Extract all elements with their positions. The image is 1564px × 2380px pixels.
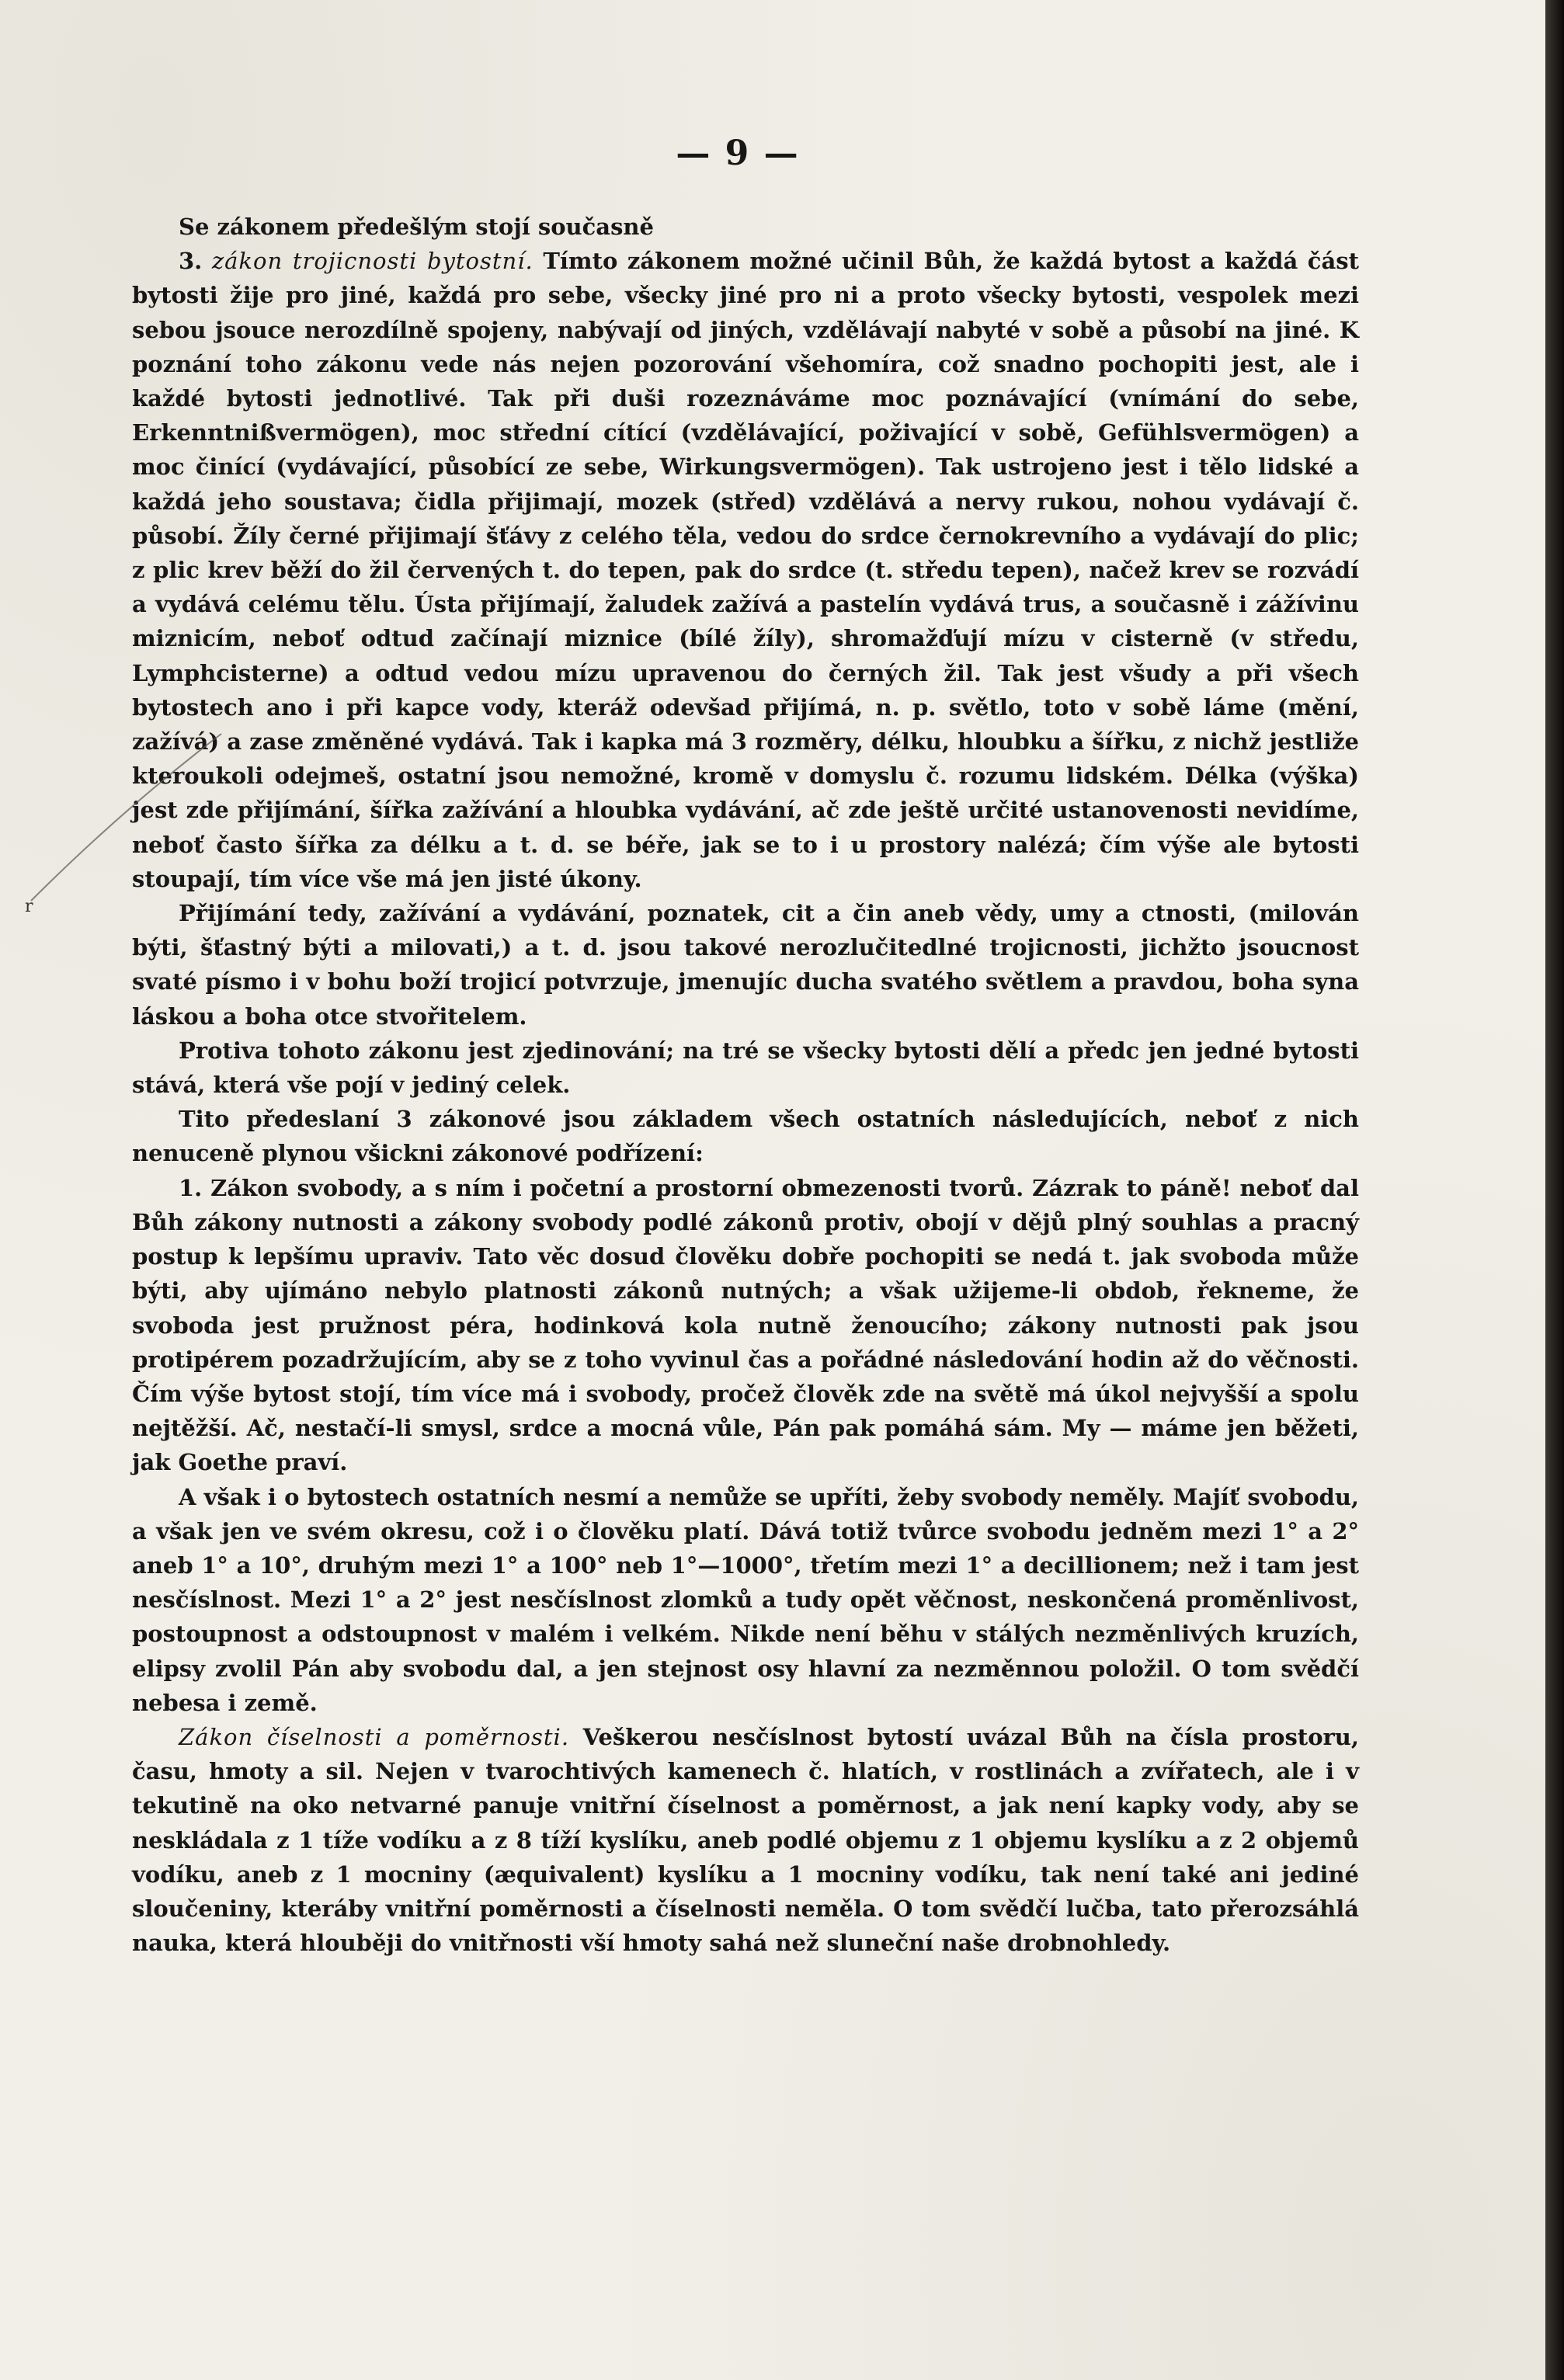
margin-mark: r (25, 897, 33, 916)
law-numbers-title: Zákon číselnosti a poměrnosti. (179, 1723, 570, 1750)
paragraph-reception: Přijímání tedy, zažívání a vydávání, poznatek, cit a čin aneb vědy, umy a ctnosti, (milován býti, šťastný býti a milovati,) a t. d. jsou takové nerozlučitedlné trojicnosti, jichžto jsoucnost svaté písmo i v bohu boží trojicí potvrzuje, jmenujíc ducha svatého světlem a pravdou, boha syna láskou a boha otce stvořitelem. (132, 900, 1359, 1030)
paragraph-law-freedom: 1. Zákon svobody, a s ním i početní a prostorní obmezenosti tvorů. Zázrak to páně! neboť dal Bůh zákony nutnosti a zákony svobody podlé zákonů protiv, obojí v dějů plný souhlas a pracný postup k lepšímu upraviv. Tato věc dosud člověku dobře pochopiti se nedá t. jak svoboda může býti, aby ujímáno nebylo platnosti zákonů nutných; a však užijeme-li obdob, řekneme, že svoboda jest pružnost péra, hodinková kola nutně ženoucího; zákony nutnosti pak jsou protipérem pozadržujícím, aby se z toho vyvinul čas a pořádné následování hodin až do věčnosti. Čím výše bytost stojí, tím více má i svobody, pročež člověk zde na světě má úkol nejvyšší a spolu nejtěžší. Ač, nestačí-li smysl, srdce a mocná vůle, Pán pak pomáhá sám. My — máme jen běžeti, jak Goethe praví. (132, 1174, 1359, 1476)
law-title: zákon trojicnosti bytostní. (211, 248, 533, 275)
paragraph-intro: Se zákonem předešlým stojí současně (179, 214, 654, 240)
paragraph-antithesis: Protiva tohoto zákonu jest zjedinování; na tré se všecky bytosti dělí a předc jen jedné bytosti stává, která vše pojí v jediný celek. (132, 1037, 1359, 1099)
page-edge-shadow (1545, 0, 1564, 2380)
paragraph-other-beings: A však i o bytostech ostatních nesmí a nemůže se upříti, žeby svobody neměly. Majíť svobodu, a však jen ve svém okresu, což i o člověku platí. Dává totiž tvůrce svobodu jedněm mezi 1° a 2° aneb 1° a 10°, druhým mezi 1° a 100° neb 1°—1000°, třetím mezi 1° a decillionem; než i tam jest nesčíslnost. Mezi 1° a 2° jest nesčíslnost zlomků a tudy opět věčnost, neskončená proměnlivost, postoupnost a odstoupnost v malém i velkém. Nikde není běhu v stálých nezměnlivých kruzích, elipsy zvolil Pán aby svobodu dal, a jen stejnost osy hlavní za nezměnnou položil. O tom svědčí nebesa i země. (132, 1483, 1359, 1716)
law-body: Tímto zákonem možné učinil Bůh, že každá bytost a každá část bytosti žije pro jiné, každá pro sebe, všecky jiné pro ni a proto všecky bytosti, vespolek mezi sebou jsouce nerozdílně spojeny, nabývají od jiných, vzdělávají nabyté v sobě a působí na jiné. K poznání toho zákonu vede nás nejen pozorování všehomíra, což snadno pochopiti jest, ale i každé bytosti jednotlivé. Tak při duši rozeznáváme moc poznávající (vnímání do sebe, Erkenntnißvermögen), moc střední cítící (vzdělávající, poživající v sobě, Gefühlsvermögen) a moc činící (vydávající, působící ze sebe, Wirkungsvermögen). Tak ustrojeno jest i tělo lidské a každá jeho soustava; čidla přijimají, mozek (střed) vzdělává a nervy rukou, nohou vydávají č. působí. Žíly černé přijimají šťávy z celého těla, vedou do srdce černokrevního a vydávají do plic; z plic krev běží do žil červených t. do tepen, pak do srdce (t. středu tepen), načež krev se rozvádí a vydává celému tělu. Ústa přijímají, žaludek zažívá a pastelín vydává trus, a současně i zážívinu miznicím, neboť odtud začínají miznice (bílé žíly), shromažďují mízu v cisterně (v středu, Lymphcisterne) a odtud vedou mízu upravenou do černých žil. Tak jest všudy a při všech bytostech ano i při kapce vody, kteráž odevšad přijímá, n. p. světlo, toto v sobě láme (mění, zažívá) a zase změněné vydává. Tak i kapka má 3 rozměry, délku, hloubku a šířku, z nichž jestliže kteroukoli odejmeš, ostatní jsou nemožné, kromě v domyslu č. rozumu lidském. Délka (výška) jest zde přijímání, šířka zažívání a hloubka vydávání, ač zde ještě určité ustanovenosti nevidíme, neboť často šířka za délku a t. d. se béře, jak se to i u prostory nalézá; čím výše ale bytosti stoupají, tím více vše má jen jisté úkony. (132, 248, 1359, 892)
law-number: 3. (179, 248, 203, 275)
paragraph-three-laws: Tito předeslaní 3 zákonové jsou základem všech ostatních následujících, neboť z nich nenuceně plynou všickni zákonové podřízení: (132, 1106, 1359, 1167)
page-number: — 9 — (676, 134, 800, 173)
body-text (132, 210, 1359, 1960)
law-numbers-body: Veškerou nesčíslnost bytostí uvázal Bůh na čísla prostoru, času, hmoty a sil. Nejen v tvarochtivých kamenech č. hlatích, v rostlinách a zvířatech, ale i v tekutině na oko netvarné panuje vnitřní číselnost a poměrnost, a jak není kapky vody, aby se neskládala z 1 tíže vodíku a z 8 tíží kyslíku, aneb podlé objemu z 1 objemu kyslíku a z 2 objemů vodíku, aneb z 1 mocniny (æquivalent) kyslíku a 1 mocniny vodíku, tak není také ani jediné sloučeniny, kteráby vnitřní poměrnosti a číselnosti neměla. O tom svědčí lučba, tato přerozsáhlá nauka, která hlouběji do vnitřnosti vší hmoty sahá než sluneční naše drobnohledy. (132, 1723, 1359, 1957)
paragraph-law-numbers (132, 1720, 1359, 1960)
paragraph-law-trinity (132, 244, 1359, 896)
